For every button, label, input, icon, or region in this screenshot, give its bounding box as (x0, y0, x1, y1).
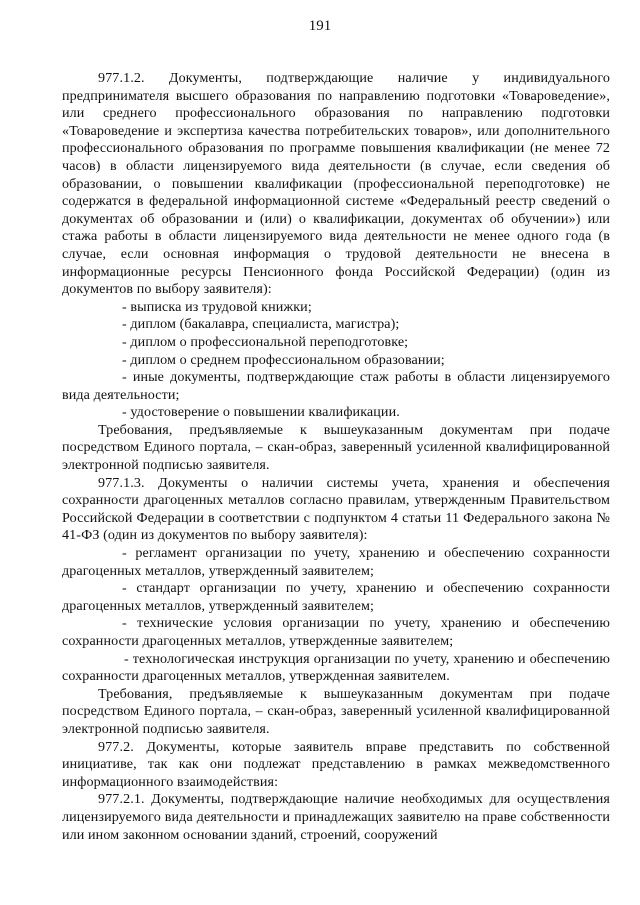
list-item-qualification-certificate: - удостоверение о повышении квалификации. (122, 404, 400, 421)
list-item-technological-instruction: - технологическая инструкция организации по учету, хранению и обеспечению сохранности драгоценных металлов, утвержденная заявителем. (62, 650, 610, 685)
paragraph-portal-requirements-2: Требования, предъявляемые к вышеуказанным документам при подаче посредством Единого портала, – скан-образ, заверенный усиленной квалифицированной электронной подписью заявителя. (62, 685, 610, 737)
paragraph-977-2-1: 977.2.1. Документы, подтверждающие наличие необходимых для осуществления лицензируемого вида деятельности и принадлежащих заявителю на праве собственности или ином законном основании зданий, строений, сооружений (62, 791, 610, 843)
list-item-diploma-retraining: - диплом о профессиональной переподготовке; (122, 333, 409, 350)
document-body (62, 70, 610, 844)
paragraph-977-1-2: 977.1.2. Документы, подтверждающие наличие у индивидуального предпринимателя высшего образования по направлению подготовки «Товароведение», или среднего профессионального образования по направлению подготовки «Товароведение и экспертиза качества потребительских товаров», или дополнительного профессионального образования по программе повышения квалификации (не менее 72 часов) в области лицензируемого вида деятельности (в случае, если сведения об образовании, о повышении квалификации (профессиональной переподготовке) не содержатся в федеральной информационной системе «Федеральный реестр сведений о документах об образовании и (или) о квалификации, документах об обучении») или стажа работы в области лицензируемого вида деятельности не менее одного года (в случае, если основная информация о трудовой деятельности не внесена в информационные ресурсы Пенсионного фонда Российской Федерации) (один из документов по выбору заявителя): (62, 70, 610, 298)
list-item-regulation: - регламент организации по учету, хранению и обеспечению сохранности драгоценных металлов, утвержденный заявителем; (62, 545, 610, 579)
list-item-labor-book-extract: - выписка из трудовой книжки; (122, 298, 312, 315)
list-item-diploma-degree: - диплом (бакалавра, специалиста, магистра); (122, 316, 400, 333)
paragraph-portal-requirements-1: Требования, предъявляемые к вышеуказанным документам при подаче посредством Единого портала, – скан-образ, заверенный усиленной квалифицированной электронной подписью заявителя. (62, 421, 610, 474)
paragraph-977-1-3: 977.1.3. Документы о наличии системы учета, хранения и обеспечения сохранности драгоценных металлов согласно правилам, утвержденным Правительством Российской Федерации в соответствии с подпунктом 4 статьи 11 Федерального закона № 41-ФЗ (один из документов по выбору заявителя): (62, 474, 610, 544)
list-item-other-documents: - иные документы, подтверждающие стаж работы в области лицензируемого вида деятельности; (62, 369, 610, 403)
list-item-diploma-secondary: - диплом о среднем профессиональном образовании; (122, 351, 445, 368)
list-item-technical-conditions: - технические условия организации по учету, хранению и обеспечению сохранности драгоценных металлов, утвержденные заявителем; (62, 615, 610, 649)
page-number: 191 (308, 18, 332, 34)
list-item-standard: - стандарт организации по учету, хранению и обеспечению сохранности драгоценных металлов, утвержденный заявителем; (62, 580, 610, 614)
paragraph-977-2: 977.2. Документы, которые заявитель вправе представить по собственной инициативе, так как они подлежат представлению в рамках межведомственного информационного взаимодействия: (62, 738, 610, 790)
